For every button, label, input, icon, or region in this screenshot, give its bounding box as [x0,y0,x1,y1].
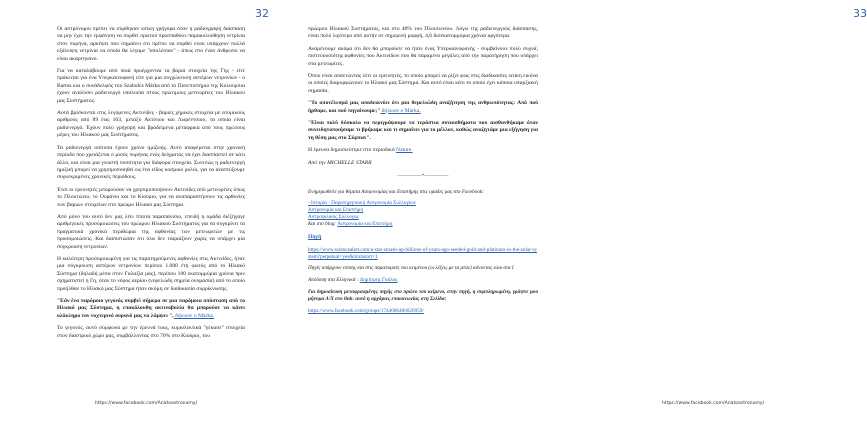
paragraph: Τα ραδιενεργά ισότοπα έχουν χρόνο ημιζωής. Αυτό αναφέρεται στην χρονική περίοδο που χρειάζεται ο μισός πυρήνας ενός δείγματος να έχει διασπαστεί σε κάτι άλλο, και είναι μια γνωστή ποσότητα για διάφορα στοιχεία. Συνεπώς η ραδιενεργή ημιζωή μπορεί να χρησιμοποιηθεί ως ένα είδος κοσμικό ρολόι, για να αναπτύξουμε συγκεκριμένες χρονικές περιόδους. [57,144,245,181]
left-page-body [57,26,245,345]
group-link[interactable]: Αστρονομία και Επιστήμη [308,207,364,214]
quote-text: "Είναι πολύ δύσκολο να περιγράψουμε τα τεράστια συναισθήματα που αισθανθήκαμε όταν συνειδητοποιήσαμε τι βρήκαμε και τι σημαίνει για το μέλλον, καθώς αναζητάμε μια εξήγηση για τη θέση μας στο Σύμπαν". [308,120,538,141]
page-number: 33 [853,7,867,20]
source-heading[interactable]: Πηγή [308,234,322,241]
quote-text: "Το αποτέλεσμά μας αποδεικνύει ότι μια θεμελιώδη αναζήτηση της ανθρωπότητας: Από πού ήρθαμε, και πού πηγαίνουμε;" [308,100,538,114]
facebook-group-link[interactable]: https://www.facebook.com/groups/1744086466026959/ [308,307,424,314]
info-paragraph [308,189,538,196]
paragraph: Οι αστρόνομοι πρέπει να σύρθηκαν ωτίκη γρήγορα όταν η ραδιογραφή διάσπαση να μην έχει την εμφάνιση να συρθεί πρωτού προσπαθούν παρακολούθηση νετρίνια στον πυρήνα, αρκέψει που σημαίνει ότι πρέπει να συρθεί είναι υπάρχουν πολλά εξάλειψη νετρίνια να οποία θα λέγαμε "απολέσιαν" - άπως στο έναν άνθρωπο να είναι ακαρτηνανο. [57,26,245,62]
journal-link[interactable]: Nature. [396,147,413,154]
translator-link[interactable]: Δημήτρης Γκάλος [359,277,398,284]
paragraph: Η καλύτερη προσομοιωμένη για τις παρατηρούμενες αφθονίες στις Ακτινίδες, ήταν μια σύγκρουση αστέρων νετρονίων περίπου 1.000 έτη φωτός από το Ηλιακό Σύστημα (δηλαδή μέσα στον Γαλαξία μας), περίπου 100 εκατομμύρια χρόνια πριν σχηματιστεί η Γη, όταν το νέφος αερίου (νεφελώδη σημεία ονομασία) από το οποίο προήλθαν το Ηλιακό μας Σύστημα ήταν ακόμη σε διαδικασία συρρίκνωσης. [57,255,245,292]
blog-label: Και στο blog: [308,220,338,227]
paragraph: Αυτά βρίσκονται στις λεγόμενες Ακτινίδες - βαριές χημικές στοιχεία με ατομικούς αριθμούς από 89 έως 103, μεταξύ Ακτίνιου και Λωρέντσιου, τα οποία είναι ραδιενεργά. Έχουν πολύ γρήγορη και βραδείμενα μεταφρικα από τους πρώτους μέρες του Ηλιακού μας Συστήματος. [57,110,245,139]
page-number: 32 [255,7,269,20]
translation-label: Απόδοση στα Ελληνικά : [308,277,360,284]
journal-paragraph [308,147,538,154]
group-list [308,200,538,227]
author-name: Από την MICHELLE STARR [308,159,372,166]
paragraph: Έτσι οι ερευνητές μπορούσαν να χρησιμοποιήσουν Ακτινίδες από μετεωρίτες όπως το Πλουτώνιο, το Ουράνιο και το Κιούριο, για να αναπαραστήσουν τις αρθονίες των βαριών στοιχείων στο πρώιμο Ηλιακό μας Σύστημα. [57,186,245,208]
separator: -------------*------------- [397,173,449,180]
quote-attribution[interactable]: δήλωσε ο Márka. [173,312,215,319]
paragraph: Από μόνο του αυτό δεν μας λέει τίποτα παραπανίσιο, επειδή η ομάδα διέξήγαγε αριθμητικές προσομοιώσεις του πρώιμου Ηλιακού Συστήματος για να συγκρίνει τα πραγματικά χρονικά περιθώρια της αφθονίας των μετεωριτών με τις προσομοιώσεις. Και διαπιστώσαν ότι όλα δεν ταιριάζουν χωρίς να υπάρχει μία σύγκρουση νετρονίων. [57,213,245,250]
paragraph: πρώιμου Ηλιακού Συστήματος, και στο 40% του Πλουτωνίου. Λόγω της ραδιενεργούς διάσπασης, είναι πολύ λιγότερο από αυτήν σε σημερινή μορφή, 4,6 δισεκατομμύρια χρόνια αργότερα. [308,26,538,40]
quote-attribution[interactable]: δήλωσε ο Márka. [380,107,421,114]
group-link[interactable]: Αστροφιλικός Σύλλογος [308,213,359,220]
paragraph: Όπου είναι απαντώντας λέει οι ερευνητές, το οποίο μπορεί να ρίξει φως στις διαδικασίες ωτίκη εικόνα οι οποίες διαμορφώνουν το Ηλιακό μας Σύστημα. Και αυτό είναι κάτι το οποίο έχει κάποια υπαρξιακή σημασία. [308,73,538,94]
left-page [0,0,300,424]
page-footer[interactable]: https://www.facebook.com/Anatoastronomy/ [662,401,765,406]
paragraph: Για να καταλάβουμε από ποιά προέρχονται τα βαριά στοιχεία της Γης - είτε πρόκειται για ένα Υπερκαινοφανή είτε για μια συγχώνευση αστέρων νετρονίων - ο Bartos και ο συνάδελφός του Szabolcs Márka από το Πανεπιστήμιο της Κολούμπια έχουν αναλύσει ραδιενεργό υπόλοιπα στους πρώτιμους μετεωρίτες του Ηλιακού μας Συστήματος. [57,68,245,104]
journal-text: Η έρευνα δημοσιεύτηκε στο περιοδικό [308,147,397,154]
quote-paragraph [308,100,538,115]
quote-paragraph [57,298,245,320]
source-note-text: Πηγές υπάρχουν επίσης και στις παραπομπές του κειμένου (οι λέξεις με τα μπλε) κάνοντας κλικ στα Ι [308,265,514,272]
copyright-note [308,289,538,303]
quote-paragraph [308,120,538,142]
translation-line [308,277,538,284]
author-line [308,160,538,167]
right-page-body [308,26,538,319]
paragraph: Το γεγονός, αυτό σύμφωνα με την έρευνά τους, κυριολεκτικά "γέκασε" στοιχεία στον διαστρικό χώρο μας, συμβάλλοντας στο 70% στο Κιούριο, του [57,325,245,339]
paragraph: Αναμένουμε ακόμα ότι δεν θα μπορούσε να ήταν ένας Υπερκαινοφανής - συμβαίνουν πολύ συχνά, πιστεύουσιότης αφθονίες που Ακτινίδων που θα παραμένο μεγάλες από την παρατήρηση που υπάρχει στα μετεωρίτες. [308,45,538,67]
blog-link[interactable]: Αστρονομία και Επιστήμη [337,220,393,227]
source-link[interactable]: https://www.sciencealert.com/a-star-smash-up-billions-of-years-ago-seeded-gold-and-platinum-in-the-solar-system?perpetual=yes&limitstart=1 [308,246,538,260]
copyright-text: Για δημοσίευση μεταφρασμένης πηγής στο πρώτο του κείμενο, στην πηγή, η συμπληρωμένη, γράψτε μου μήνυμα Λ/Χ στο link: αυτό η αρχάριες επικοινωνίας στη Σελίδα: [308,289,538,302]
quote-text: "Εάν ένα παρόμοιο γεγονός συμβεί σήμερα σε μια παρόμοια απόσταση από το Ηλιακό μας Σύστημα, η επακόλουθη ακτινοβολία θα μπορούσε να κάνει ολόκληρο τον νυχτερινό ουρανό μας να λάμψει ", [57,298,245,319]
source-note [308,265,538,272]
group-link[interactable]: - Ιστορία - Παρατηρησιακή Αστρονομία Συλλογίων [308,200,416,207]
right-page [300,0,867,424]
page-footer[interactable]: https://www.facebook.com/Anatoastronomy/ [95,401,198,406]
info-text: Ενημερωθείτε για θέματα Αστρονομίας και Επιστήμης στις ομάδες μας στο Facebook: [308,188,484,195]
